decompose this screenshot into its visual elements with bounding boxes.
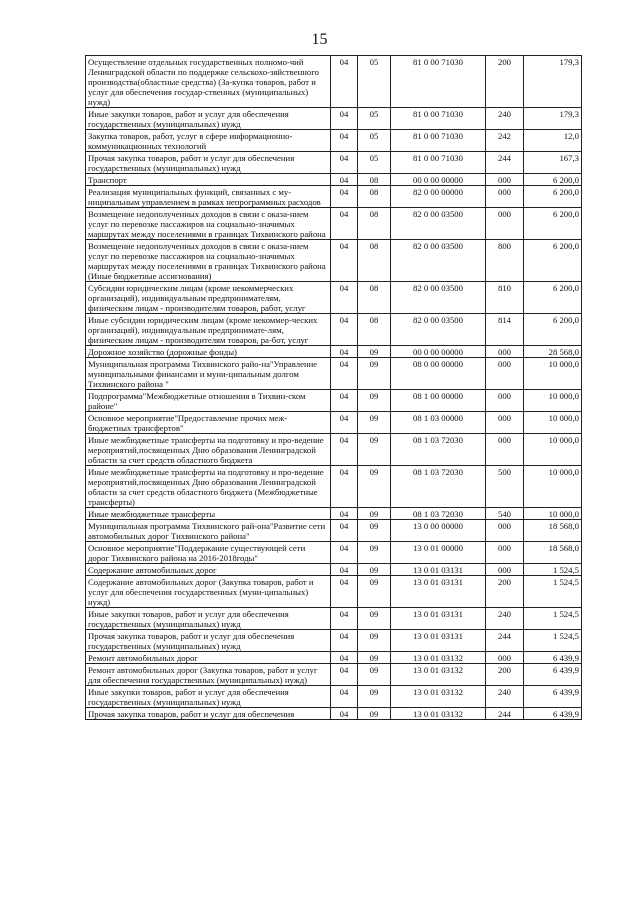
target-article-cell: 08 0 00 00000: [391, 358, 486, 390]
item-name-cell: Содержание автомобильных дорог (Закупка товаров, работ и услуг для обеспечения государственных (муни-ципальных) нужд): [86, 576, 331, 608]
expense-type-cell: 000: [486, 174, 524, 186]
budget-table: [85, 55, 582, 720]
section-cell: 04: [331, 130, 358, 152]
item-name-cell: Прочая закупка товаров, работ и услуг для обеспечения государственных (муниципальных) нужд: [86, 152, 331, 174]
subsection-cell: 09: [358, 434, 391, 466]
target-article-cell: 08 1 03 72030: [391, 466, 486, 508]
subsection-cell: 09: [358, 390, 391, 412]
target-article-cell: 13 0 00 00000: [391, 520, 486, 542]
item-name-cell: Субсидии юридическим лицам (кроме некоммерческих организаций), индивидуальным предпринимателям, физическим лицам - производителям товаров, работ, услуг: [86, 282, 331, 314]
amount-cell: 1 524,5: [524, 564, 582, 576]
expense-type-cell: 240: [486, 608, 524, 630]
target-article-cell: 82 0 00 03500: [391, 208, 486, 240]
expense-type-cell: 000: [486, 186, 524, 208]
table-row: [86, 152, 582, 174]
expense-type-cell: 240: [486, 686, 524, 708]
amount-cell: 1 524,5: [524, 630, 582, 652]
subsection-cell: 08: [358, 282, 391, 314]
table-row: [86, 358, 582, 390]
target-article-cell: 08 1 03 72030: [391, 434, 486, 466]
expense-type-cell: 500: [486, 466, 524, 508]
subsection-cell: 08: [358, 174, 391, 186]
target-article-cell: 08 1 00 00000: [391, 390, 486, 412]
target-article-cell: 13 0 01 03132: [391, 652, 486, 664]
subsection-cell: 05: [358, 108, 391, 130]
target-article-cell: 08 1 03 00000: [391, 412, 486, 434]
item-name-cell: Подпрограмма"Межбюджетные отношения в Тихвин-ском районе": [86, 390, 331, 412]
item-name-cell: Иные закупки товаров, работ и услуг для обеспечения государственных (муниципальных) нужд: [86, 608, 331, 630]
table-row: [86, 390, 582, 412]
table-row: [86, 186, 582, 208]
target-article-cell: 82 0 00 00000: [391, 186, 486, 208]
table-row: [86, 564, 582, 576]
expense-type-cell: 000: [486, 346, 524, 358]
target-article-cell: 13 0 01 03132: [391, 664, 486, 686]
section-cell: 04: [331, 314, 358, 346]
section-cell: 04: [331, 576, 358, 608]
item-name-cell: Возмещение недополученных доходов в связи с оказа-нием услуг по перевозке пассажиров на социально-значимых маршрутах между поселениями в границах Тихвинского района: [86, 208, 331, 240]
table-row: [86, 664, 582, 686]
table-row: [86, 346, 582, 358]
subsection-cell: 09: [358, 652, 391, 664]
table-row: [86, 630, 582, 652]
subsection-cell: 09: [358, 508, 391, 520]
table-row: [86, 686, 582, 708]
target-article-cell: 13 0 01 03131: [391, 576, 486, 608]
item-name-cell: Прочая закупка товаров, работ и услуг для обеспечения: [86, 708, 331, 720]
item-name-cell: Транспорт: [86, 174, 331, 186]
target-article-cell: 13 0 01 03132: [391, 686, 486, 708]
section-cell: 04: [331, 520, 358, 542]
subsection-cell: 09: [358, 520, 391, 542]
item-name-cell: Прочая закупка товаров, работ и услуг для обеспечения государственных (муниципальных) нужд: [86, 630, 331, 652]
table-row: [86, 412, 582, 434]
subsection-cell: 09: [358, 664, 391, 686]
item-name-cell: Иные межбюджетные трансферты на подготовку и про-ведение мероприятий,посвященных Дню образования Ленинградской области за счет средств областного бюджета: [86, 434, 331, 466]
amount-cell: 6 200,0: [524, 240, 582, 282]
table-row: [86, 314, 582, 346]
amount-cell: 10 000,0: [524, 434, 582, 466]
expense-type-cell: 200: [486, 664, 524, 686]
amount-cell: 6 439,9: [524, 686, 582, 708]
amount-cell: 6 439,9: [524, 664, 582, 686]
section-cell: 04: [331, 664, 358, 686]
table-row: [86, 174, 582, 186]
section-cell: 04: [331, 282, 358, 314]
section-cell: 04: [331, 208, 358, 240]
section-cell: 04: [331, 358, 358, 390]
section-cell: 04: [331, 542, 358, 564]
section-cell: 04: [331, 608, 358, 630]
expense-type-cell: 200: [486, 56, 524, 108]
item-name-cell: Основное мероприятие"Поддержание существующей сети дорог Тихвинского района на 2016-2018годы": [86, 542, 331, 564]
expense-type-cell: 244: [486, 708, 524, 720]
amount-cell: 6 439,9: [524, 708, 582, 720]
expense-type-cell: 800: [486, 240, 524, 282]
table-row: [86, 130, 582, 152]
amount-cell: 10 000,0: [524, 508, 582, 520]
subsection-cell: 09: [358, 564, 391, 576]
expense-type-cell: 000: [486, 412, 524, 434]
amount-cell: 6 200,0: [524, 174, 582, 186]
subsection-cell: 08: [358, 208, 391, 240]
amount-cell: 18 568,0: [524, 520, 582, 542]
item-name-cell: Иные межбюджетные трансферты на подготовку и про-ведение мероприятий,посвященных Дню образования Ленинградской области за счет средств областного бюджета (Межбюджетные трансферты): [86, 466, 331, 508]
table-row: [86, 434, 582, 466]
subsection-cell: 09: [358, 708, 391, 720]
expense-type-cell: 000: [486, 434, 524, 466]
table-row: [86, 108, 582, 130]
target-article-cell: 13 0 01 03132: [391, 708, 486, 720]
target-article-cell: 13 0 01 03131: [391, 630, 486, 652]
amount-cell: 6 200,0: [524, 282, 582, 314]
section-cell: 04: [331, 412, 358, 434]
subsection-cell: 09: [358, 346, 391, 358]
section-cell: 04: [331, 466, 358, 508]
expense-type-cell: 000: [486, 390, 524, 412]
subsection-cell: 09: [358, 358, 391, 390]
amount-cell: 167,3: [524, 152, 582, 174]
subsection-cell: 05: [358, 56, 391, 108]
expense-type-cell: 000: [486, 652, 524, 664]
expense-type-cell: 810: [486, 282, 524, 314]
item-name-cell: Основное мероприятие"Предоставление прочих меж-бюджетных трансфертов": [86, 412, 331, 434]
expense-type-cell: 242: [486, 130, 524, 152]
amount-cell: 12,0: [524, 130, 582, 152]
amount-cell: 6 200,0: [524, 208, 582, 240]
item-name-cell: Ремонт автомобильных дорог (Закупка товаров, работ и услуг для обеспечения государственных (муниципальных) нужд): [86, 664, 331, 686]
amount-cell: 18 568,0: [524, 542, 582, 564]
subsection-cell: 08: [358, 240, 391, 282]
amount-cell: 10 000,0: [524, 358, 582, 390]
item-name-cell: Дорожное хозяйство (дорожные фонды): [86, 346, 331, 358]
item-name-cell: Иные межбюджетные трансферты: [86, 508, 331, 520]
table-row: [86, 608, 582, 630]
section-cell: 04: [331, 56, 358, 108]
subsection-cell: 09: [358, 686, 391, 708]
subsection-cell: 09: [358, 576, 391, 608]
table-row: [86, 652, 582, 664]
expense-type-cell: 814: [486, 314, 524, 346]
expense-type-cell: 200: [486, 576, 524, 608]
amount-cell: 6 200,0: [524, 186, 582, 208]
target-article-cell: 82 0 00 03500: [391, 314, 486, 346]
item-name-cell: Возмещение недополученных доходов в связи с оказа-нием услуг по перевозке пассажиров на социально-значимых маршрутах между поселениями в границах Тихвинского района (Иные бюджетные ассигнования): [86, 240, 331, 282]
expense-type-cell: 000: [486, 358, 524, 390]
expense-type-cell: 000: [486, 542, 524, 564]
section-cell: 04: [331, 564, 358, 576]
expense-type-cell: 540: [486, 508, 524, 520]
amount-cell: 10 000,0: [524, 466, 582, 508]
item-name-cell: Закупка товаров, работ, услуг в сфере информационно-коммуникационных технологий: [86, 130, 331, 152]
amount-cell: 179,3: [524, 108, 582, 130]
target-article-cell: 81 0 00 71030: [391, 108, 486, 130]
budget-table-body: [86, 56, 582, 720]
section-cell: 04: [331, 630, 358, 652]
item-name-cell: Иные закупки товаров, работ и услуг для обеспечения государственных (муниципальных) нужд: [86, 108, 331, 130]
table-row: [86, 56, 582, 108]
subsection-cell: 09: [358, 412, 391, 434]
table-row: [86, 576, 582, 608]
target-article-cell: 13 0 01 03131: [391, 564, 486, 576]
item-name-cell: Иные субсидии юридическим лицам (кроме некоммер-ческих организаций), индивидуальным предпринимате-лям, физическим лицам - производителям товаров, ра-бот, услуг: [86, 314, 331, 346]
target-article-cell: 00 0 00 00000: [391, 174, 486, 186]
table-row: [86, 708, 582, 720]
section-cell: 04: [331, 152, 358, 174]
amount-cell: 6 200,0: [524, 314, 582, 346]
target-article-cell: 13 0 01 03131: [391, 608, 486, 630]
item-name-cell: Реализация муниципальных функций, связанных с му-ниципальным управлением в рамках непрограммных расходов: [86, 186, 331, 208]
section-cell: 04: [331, 390, 358, 412]
target-article-cell: 81 0 00 71030: [391, 56, 486, 108]
target-article-cell: 81 0 00 71030: [391, 152, 486, 174]
section-cell: 04: [331, 508, 358, 520]
expense-type-cell: 000: [486, 564, 524, 576]
subsection-cell: 09: [358, 542, 391, 564]
item-name-cell: Муниципальная программа Тихвинского рай-она"Развитие сети автомобильных дорог Тихвинского района": [86, 520, 331, 542]
amount-cell: 10 000,0: [524, 390, 582, 412]
subsection-cell: 09: [358, 466, 391, 508]
subsection-cell: 08: [358, 314, 391, 346]
target-article-cell: 82 0 00 03500: [391, 240, 486, 282]
table-row: [86, 520, 582, 542]
table-row: [86, 508, 582, 520]
section-cell: 04: [331, 240, 358, 282]
amount-cell: 6 439,9: [524, 652, 582, 664]
target-article-cell: 00 0 00 00000: [391, 346, 486, 358]
target-article-cell: 82 0 00 03500: [391, 282, 486, 314]
subsection-cell: 09: [358, 630, 391, 652]
item-name-cell: Иные закупки товаров, работ и услуг для обеспечения государственных (муниципальных) нужд: [86, 686, 331, 708]
table-row: [86, 282, 582, 314]
subsection-cell: 05: [358, 152, 391, 174]
target-article-cell: 81 0 00 71030: [391, 130, 486, 152]
expense-type-cell: 244: [486, 630, 524, 652]
amount-cell: 1 524,5: [524, 608, 582, 630]
table-row: [86, 208, 582, 240]
target-article-cell: 13 0 01 00000: [391, 542, 486, 564]
section-cell: 04: [331, 686, 358, 708]
target-article-cell: 08 1 03 72030: [391, 508, 486, 520]
item-name-cell: Муниципальная программа Тихвинского райо-на"Управление муниципальными финансами и муни-ципальным долгом Тихвинского района ": [86, 358, 331, 390]
section-cell: 04: [331, 186, 358, 208]
table-row: [86, 542, 582, 564]
subsection-cell: 05: [358, 130, 391, 152]
item-name-cell: Осуществление отдельных государственных полномо-чий Ленинградской области по поддержке сельскохо-зяйственного производства(областные средства) (За-купка товаров, работ и услуг для обеспечения государ-ственных (муниципальных) нужд): [86, 56, 331, 108]
section-cell: 04: [331, 708, 358, 720]
amount-cell: 10 000,0: [524, 412, 582, 434]
item-name-cell: Содержание автомобильных дорог: [86, 564, 331, 576]
amount-cell: 1 524,5: [524, 576, 582, 608]
section-cell: 04: [331, 174, 358, 186]
page-number: 15: [311, 31, 328, 48]
section-cell: 04: [331, 434, 358, 466]
expense-type-cell: 240: [486, 108, 524, 130]
section-cell: 04: [331, 652, 358, 664]
subsection-cell: 08: [358, 186, 391, 208]
amount-cell: 179,3: [524, 56, 582, 108]
expense-type-cell: 000: [486, 208, 524, 240]
section-cell: 04: [331, 108, 358, 130]
expense-type-cell: 000: [486, 520, 524, 542]
subsection-cell: 09: [358, 608, 391, 630]
table-row: [86, 466, 582, 508]
amount-cell: 28 568,0: [524, 346, 582, 358]
expense-type-cell: 244: [486, 152, 524, 174]
table-row: [86, 240, 582, 282]
item-name-cell: Ремонт автомобильных дорог: [86, 652, 331, 664]
section-cell: 04: [331, 346, 358, 358]
